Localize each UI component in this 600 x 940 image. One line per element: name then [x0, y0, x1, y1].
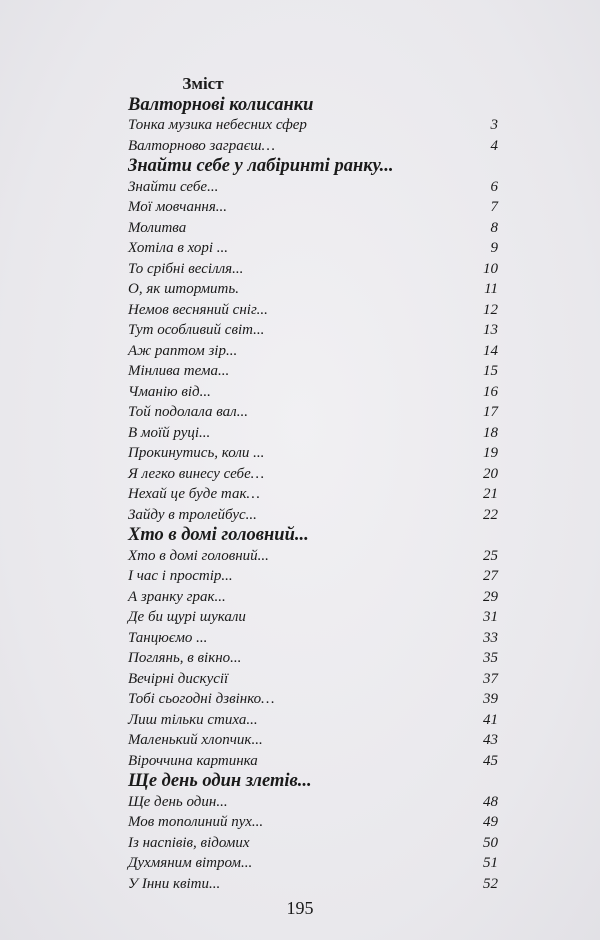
entry-page-number: 35: [483, 650, 498, 666]
entry-page-number: 19: [483, 445, 498, 461]
section-heading: Знайти себе у лабіринті ранку...: [128, 156, 394, 176]
entry-title: Тобі сьогодні дзвінко…: [128, 691, 275, 707]
entry-page-number: 10: [483, 260, 498, 277]
entry-title: Духмяним вітром...: [128, 855, 253, 871]
toc-entry: [128, 361, 498, 382]
toc-entry: [128, 382, 498, 403]
entry-title: Аж раптом зір...: [128, 342, 238, 359]
entry-title: Лиш тільки стиха...: [128, 711, 258, 728]
entry-title: Хотіла в хорі ...: [128, 240, 229, 256]
entry-title: Віроччина картинка: [128, 752, 258, 769]
entry-page-number: 12: [483, 301, 498, 318]
entry-page-number: 3: [490, 117, 498, 133]
entry-page-number: 39: [483, 691, 498, 707]
entry-page-number: 41: [483, 711, 498, 728]
toc-entry: [128, 833, 498, 854]
entry-title: Прокинутись, коли ...: [128, 445, 265, 461]
toc-entry: [128, 238, 498, 259]
entry-title: А зранку грак...: [128, 588, 226, 605]
entry-title: Знайти себе...: [128, 178, 219, 195]
toc-entry: [128, 874, 498, 895]
entry-title: І час і простір...: [128, 568, 233, 584]
entry-page-number: 29: [483, 588, 498, 605]
toc-entry: [128, 218, 498, 239]
toc-entry: [128, 505, 498, 526]
page-number: 195: [286, 898, 314, 918]
toc-entry: [128, 423, 498, 444]
entry-title: Із наспівів, відомих: [128, 834, 250, 851]
entry-title: Нехай це буде так…: [128, 486, 260, 502]
toc-entry: [128, 197, 498, 218]
entry-title: Вечірні дискусії: [128, 670, 229, 687]
entry-page-number: 6: [490, 178, 498, 195]
toc-entry: [128, 402, 498, 423]
toc-entry: [128, 320, 498, 341]
toc-entry: [128, 341, 498, 362]
toc-entry: [128, 464, 498, 485]
toc-entry: [128, 443, 498, 464]
toc-title-text: Зміст: [182, 74, 224, 93]
entry-page-number: 9: [490, 240, 498, 256]
entry-title: Той подолала вал...: [128, 404, 248, 420]
entry-page-number: 16: [483, 383, 498, 400]
table-of-contents: [128, 74, 498, 894]
entry-title: Немов весняний сніг...: [128, 301, 268, 318]
entry-page-number: 43: [483, 732, 498, 748]
entry-title: Тут особливий світ...: [128, 322, 265, 338]
toc-entry: [128, 484, 498, 505]
entry-title: Чманію від...: [128, 383, 211, 400]
toc-entry: [128, 566, 498, 587]
entry-page-number: 15: [483, 363, 498, 379]
entry-page-number: 21: [483, 486, 498, 502]
entry-page-number: 33: [483, 629, 498, 646]
toc-entry: [128, 136, 498, 157]
entry-page-number: 45: [483, 752, 498, 769]
entry-title: Мої мовчання...: [128, 199, 228, 215]
toc-title: [128, 74, 498, 95]
toc-entry: [128, 259, 498, 280]
toc-entry: [128, 792, 498, 813]
toc-entry: [128, 607, 498, 628]
entry-page-number: 31: [483, 609, 498, 625]
entry-page-number: 51: [483, 855, 498, 871]
entry-title: У Інни квіти...: [128, 875, 221, 892]
section-heading: Ще день один злетів...: [128, 771, 312, 791]
entry-title: Танцюємо ...: [128, 629, 208, 646]
entry-title: Ще день один...: [128, 793, 228, 810]
entry-title: Маленький хлопчик...: [128, 732, 263, 748]
toc-entry: [128, 669, 498, 690]
entry-page-number: 37: [483, 670, 498, 687]
entry-page-number: 49: [483, 814, 498, 830]
entry-title: Я легко винесу себе…: [128, 465, 265, 482]
section-heading: Хто в домі головний...: [128, 525, 309, 545]
toc-entry: [128, 628, 498, 649]
toc-entry: [128, 115, 498, 136]
entry-title: Поглянь, в вікно...: [128, 650, 242, 666]
entry-page-number: 14: [483, 342, 498, 359]
toc-entry: [128, 279, 498, 300]
toc-entry: [128, 587, 498, 608]
entry-title: Мінлива тема...: [128, 363, 230, 379]
toc-entry: [128, 812, 498, 833]
entry-page-number: 27: [483, 568, 498, 584]
entry-page-number: 20: [483, 465, 498, 482]
toc-entry: [128, 710, 498, 731]
toc-entry: [128, 177, 498, 198]
entry-title: Молитва: [128, 219, 187, 236]
toc-entry: [128, 853, 498, 874]
toc-entry: [128, 689, 498, 710]
entry-title: Мов тополиний пух...: [128, 814, 264, 830]
entry-title: В моїй руці...: [128, 424, 211, 441]
entry-page-number: 7: [490, 199, 498, 215]
entry-page-number: 18: [483, 424, 498, 441]
entry-title: Зайду в тролейбус...: [128, 506, 257, 523]
entry-title: Тонка музика небесних сфер: [128, 117, 307, 133]
toc-entry: [128, 730, 498, 751]
entry-page-number: 8: [490, 219, 498, 236]
entry-title: То срібні весілля...: [128, 260, 244, 277]
toc-entry: [128, 300, 498, 321]
entry-title: Де би щурі шукали: [128, 609, 246, 625]
toc-entry: [128, 648, 498, 669]
entry-title: Хто в домі головний...: [128, 547, 269, 564]
entry-page-number: 48: [483, 793, 498, 810]
entry-title: О, як штормить.: [128, 281, 239, 297]
entry-page-number: 22: [483, 506, 498, 523]
entry-page-number: 52: [483, 875, 498, 892]
toc-entry: [128, 751, 498, 772]
entry-page-number: 25: [483, 547, 498, 564]
entry-page-number: 11: [484, 281, 498, 297]
entry-page-number: 50: [483, 834, 498, 851]
entry-page-number: 4: [490, 137, 498, 154]
toc-entry: [128, 546, 498, 567]
entry-page-number: 17: [483, 404, 498, 420]
entry-page-number: 13: [483, 322, 498, 338]
entry-title: Валторново заграєш…: [128, 137, 275, 154]
section-heading: Валторнові колисанки: [128, 94, 314, 115]
